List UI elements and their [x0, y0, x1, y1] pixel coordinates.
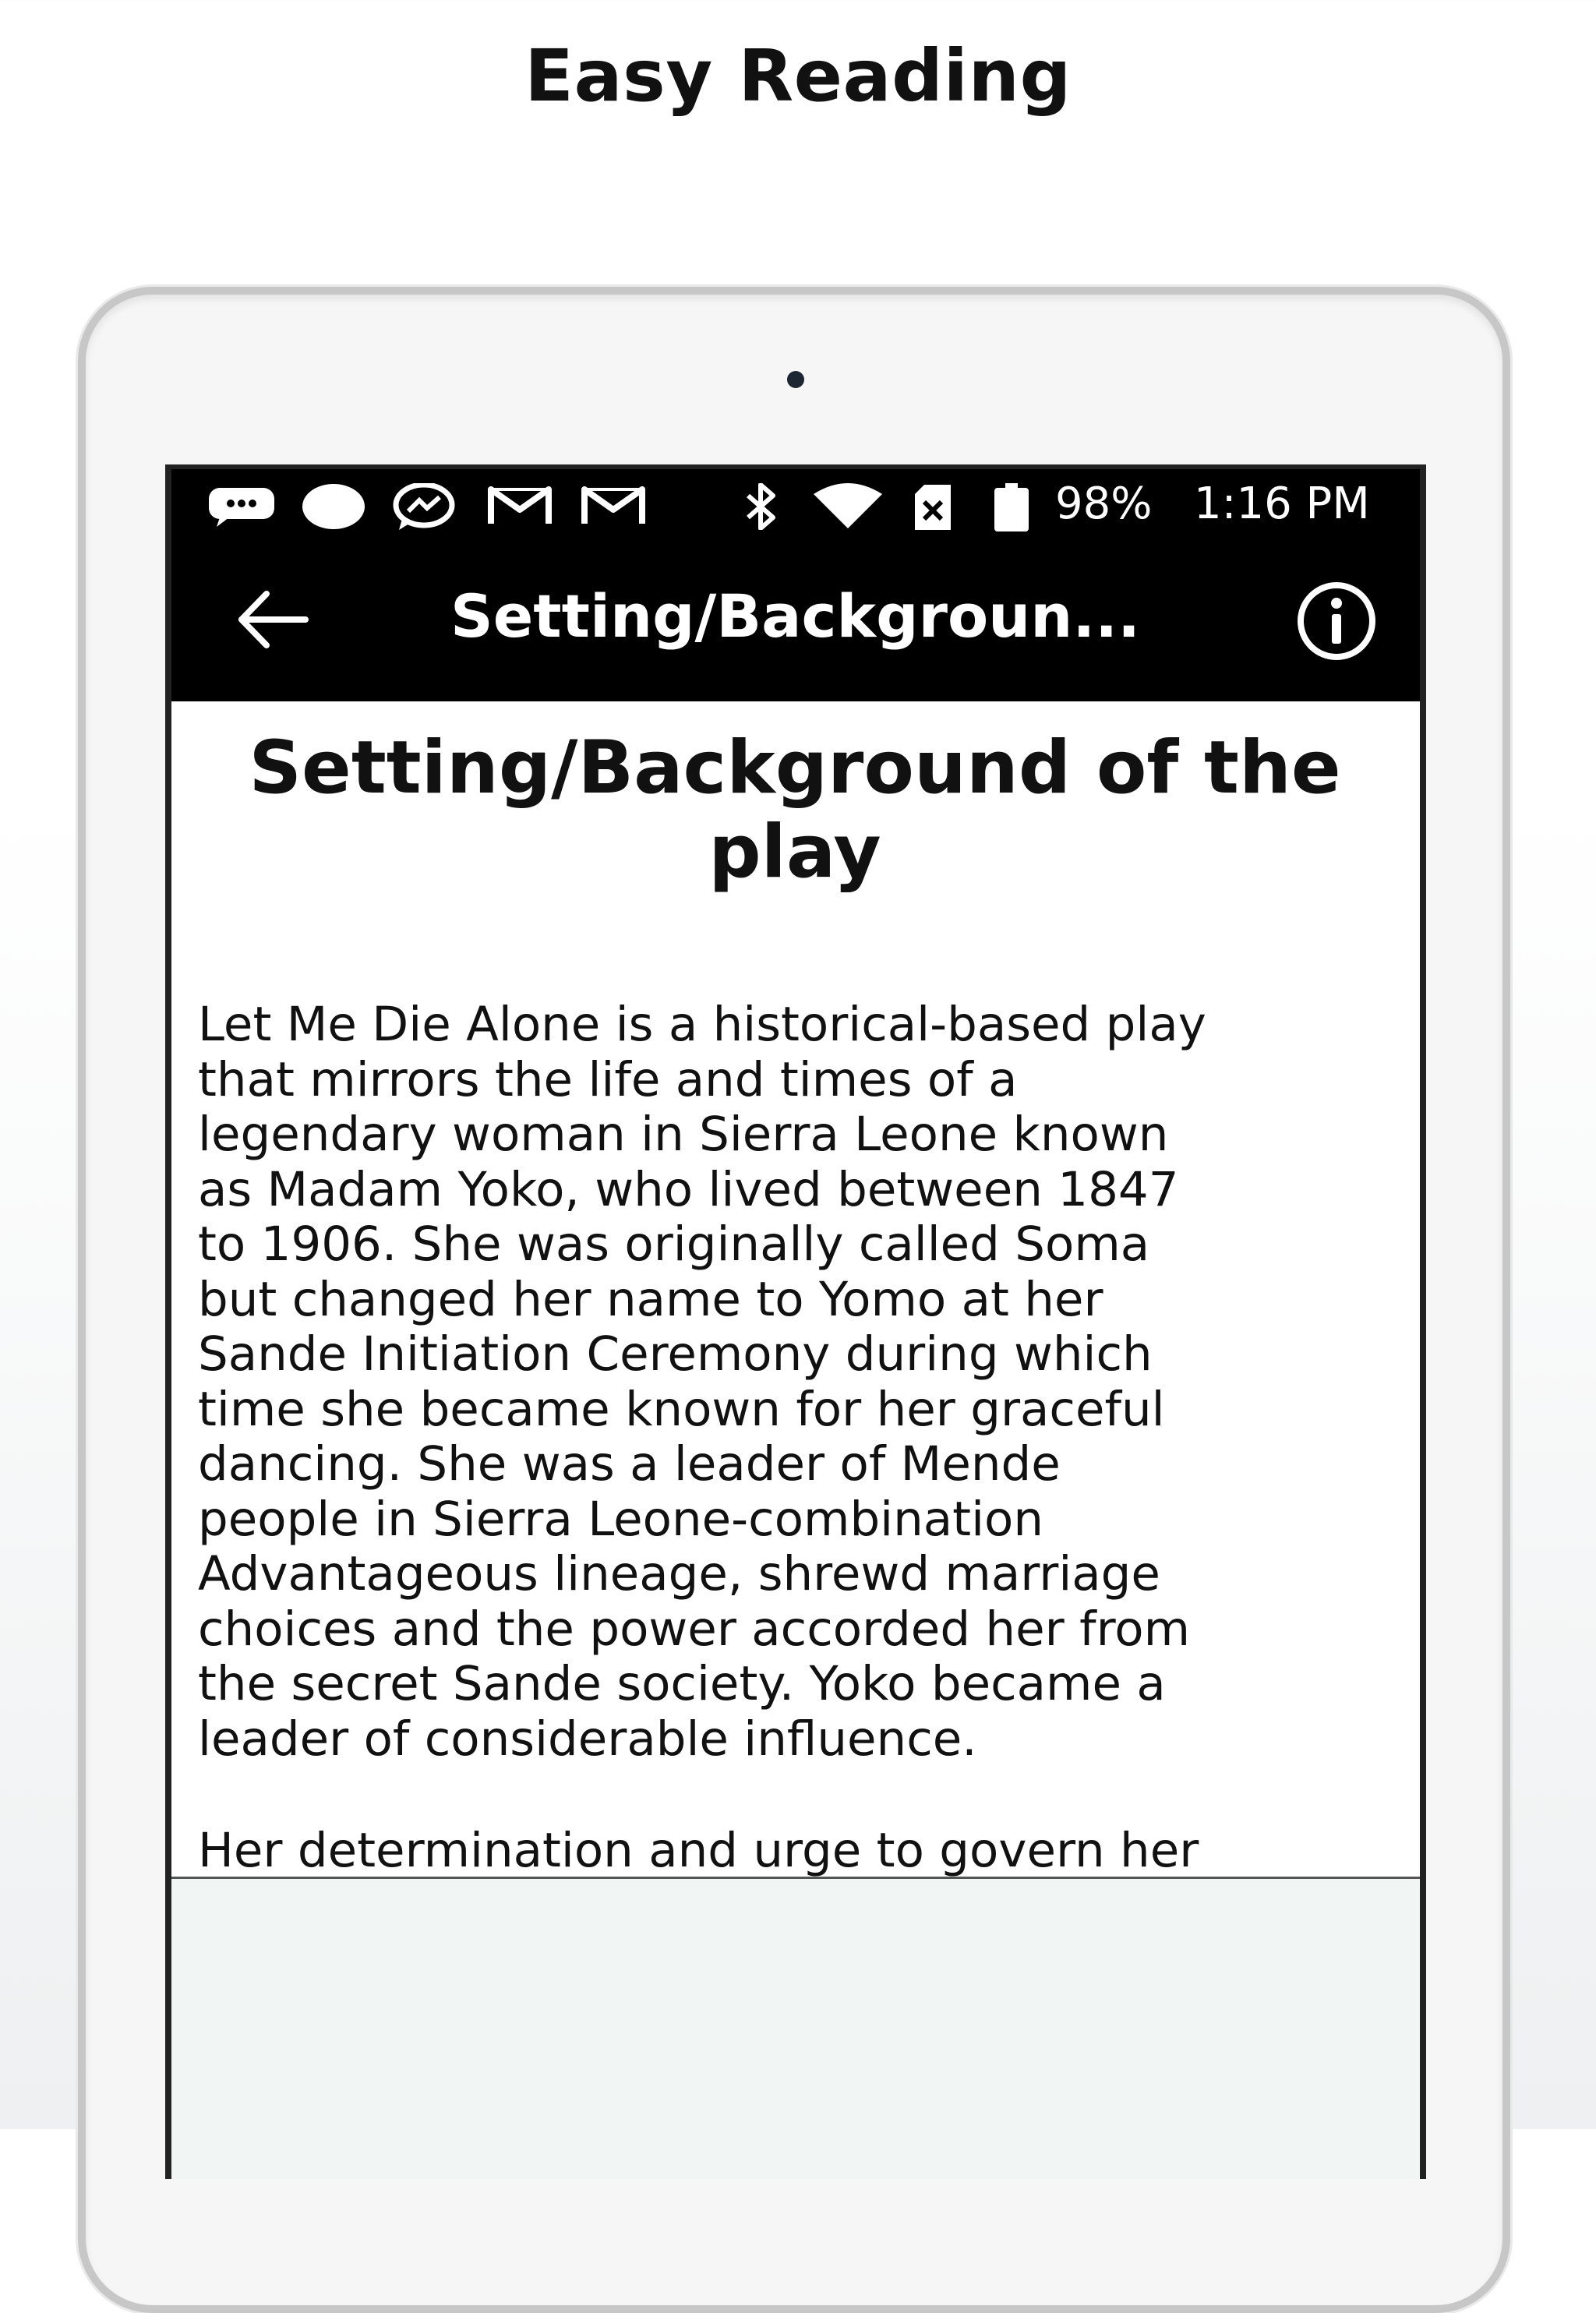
- notification-dot-icon: [301, 483, 366, 534]
- status-bar: [171, 469, 1420, 539]
- toolbar-title: Setting/Backgroun...: [450, 581, 1140, 651]
- camera-icon: [787, 371, 804, 388]
- messenger-chat-icon: [206, 483, 277, 531]
- wifi-icon: [810, 483, 885, 534]
- app-toolbar: [171, 539, 1420, 701]
- no-sim-icon: [912, 483, 954, 535]
- battery-percent: 98%: [1055, 478, 1153, 529]
- battery-icon: [993, 483, 1030, 537]
- app-screen: [165, 464, 1426, 2179]
- messenger-icon: [391, 483, 457, 534]
- paragraph: Her determination and urge to govern her: [198, 1823, 1199, 1877]
- reading-content[interactable]: [171, 701, 1420, 1877]
- paragraph: Let Me Die Alone is a historical-based play that mirrors the life and times of a legendary woman in Sierra Leone known as Madam Yoko, who lived between 1847 to 1906. She was originally called Soma but changed her name to Yomo at her Sande Initiation Ceremony during which time she became known for her graceful dancing. She was a leader of Mende people in Sierra Leone-combination Advantageous lineage, shrewd marriage choices and the power accorded her from the secret Sande society. Yoko became a leader of considerable influence.: [198, 997, 1206, 1767]
- gmail-icon: [486, 483, 553, 531]
- clock: 1:16 PM: [1194, 478, 1370, 529]
- bottom-panel: [171, 1877, 1420, 2179]
- gmail-icon: [580, 483, 647, 531]
- back-arrow-icon[interactable]: [234, 584, 312, 655]
- info-icon[interactable]: [1294, 578, 1379, 664]
- page-title: Setting/Background of the play: [249, 726, 1341, 895]
- bluetooth-icon: [742, 483, 782, 534]
- promo-headline: Easy Reading: [524, 34, 1072, 118]
